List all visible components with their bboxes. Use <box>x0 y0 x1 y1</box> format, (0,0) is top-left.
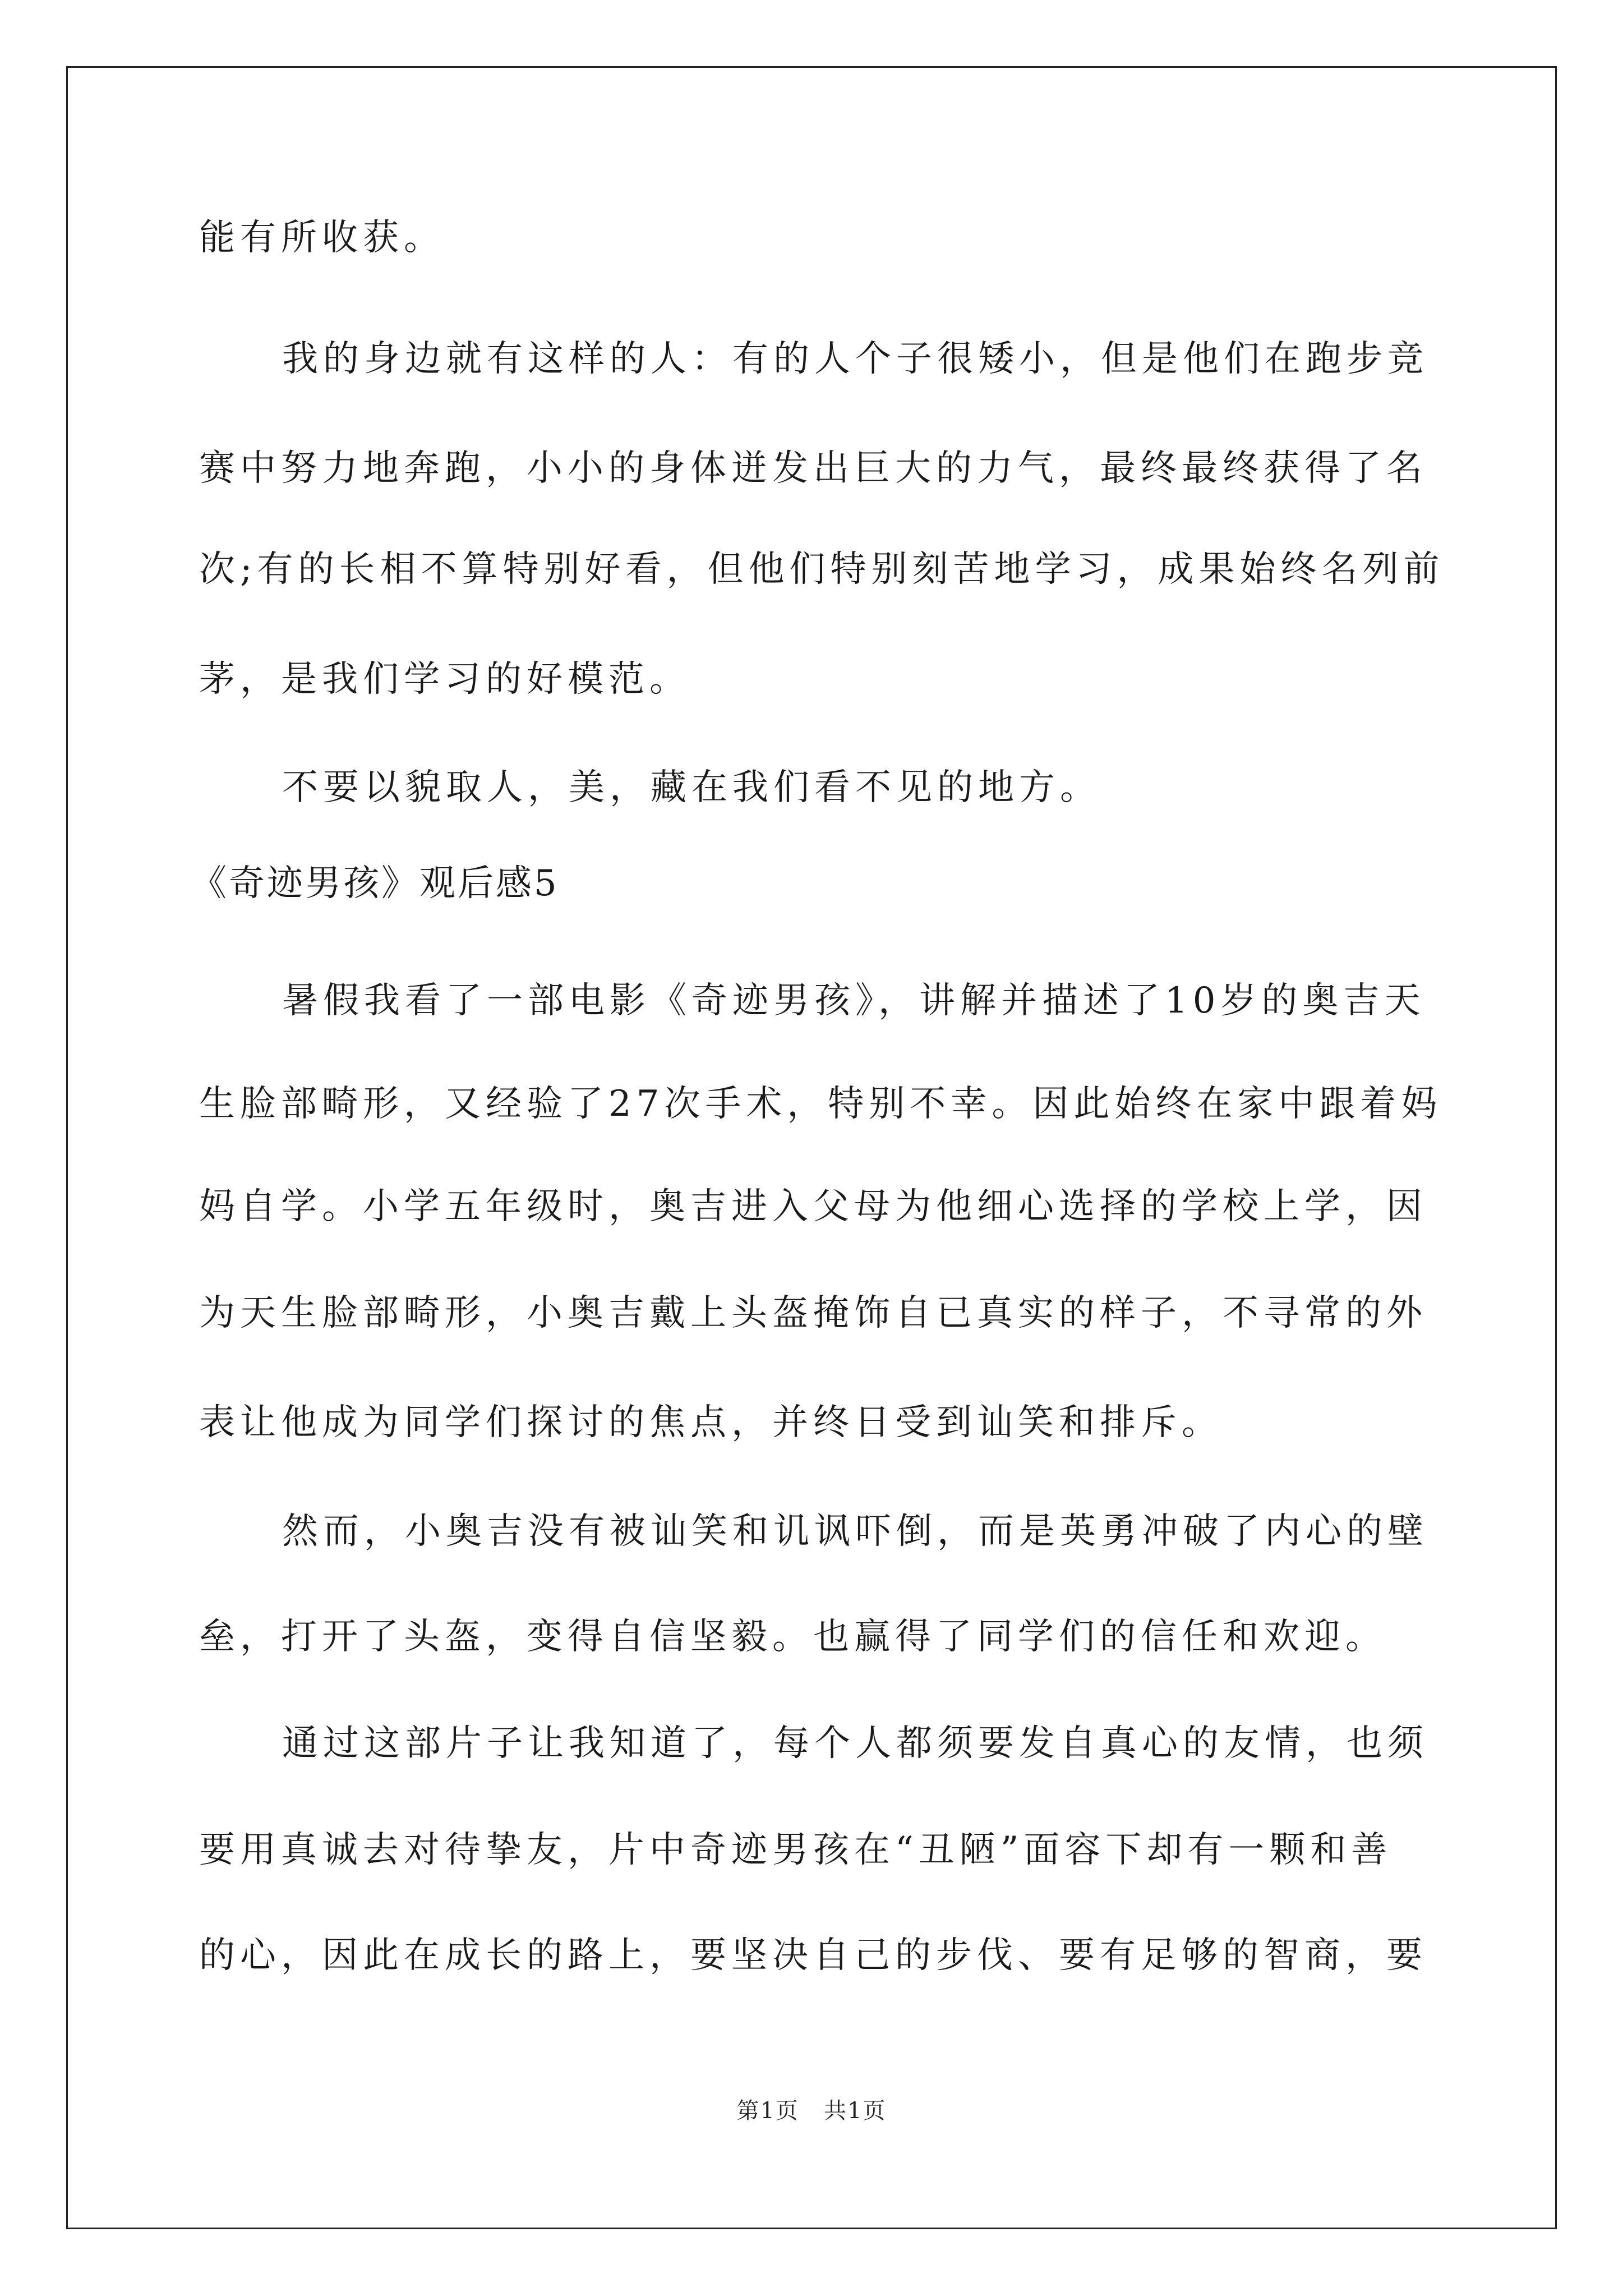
text-line: 我的身边就有这样的人：有的人个子很矮小，但是他们在跑步竞 <box>282 338 1428 380</box>
text-line: 为天生脸部畸形，小奥吉戴上头盔掩饰自已真实的样子，不寻常的外 <box>199 1292 1427 1334</box>
text-line: 赛中努力地奔跑，小小的身体迸发出巨大的力气，最终最终获得了名 <box>199 448 1427 489</box>
text-line: 次;有的长相不算特别好看，但他们特别刻苦地学习，成果始终名列前 <box>199 549 1445 590</box>
text-line: 妈自学。小学五年级时，奥吉进入父母为他细心选择的学校上学，因 <box>199 1186 1427 1227</box>
page-number: 第1页 共1页 <box>736 2098 887 2124</box>
text-line: 表让他成为同学们探讨的焦点，并终日受到讪笑和排斥。 <box>199 1402 1223 1443</box>
text-line: 通过这部片子让我知道了，每个人都须要发自真心的友情，也须 <box>282 1723 1428 1764</box>
text-line: 生脸部畸形，又经验了27次手术，特别不幸。因此始终在家中跟着妈 <box>199 1083 1442 1125</box>
text-line: 垒，打开了头盔，变得自信坚毅。也赢得了同学们的信任和欢迎。 <box>199 1616 1386 1658</box>
text-line: 暑假我看了一部电影《奇迹男孩》，讲解并描述了10岁的奥吉天 <box>282 980 1426 1022</box>
text-line: 然而，小奥吉没有被讪笑和讥讽吓倒，而是英勇冲破了内心的壁 <box>282 1511 1428 1552</box>
text-line: 不要以貌取人，美，藏在我们看不见的地方。 <box>282 767 1101 808</box>
text-line: 能有所收获。 <box>199 217 445 259</box>
section-heading: 《奇迹男孩》观后感5 <box>191 863 559 904</box>
text-line: 茅，是我们学习的好模范。 <box>199 659 690 700</box>
text-line: 要用真诚去对待挚友，片中奇迹男孩在“丑陋”面容下却有一颗和善 <box>199 1829 1393 1871</box>
text-line: 的心，因此在成长的路上，要坚决自己的步伐、要有足够的智商，要 <box>199 1935 1427 1976</box>
page-frame <box>66 66 1557 2229</box>
page-footer <box>0 2095 1623 2127</box>
